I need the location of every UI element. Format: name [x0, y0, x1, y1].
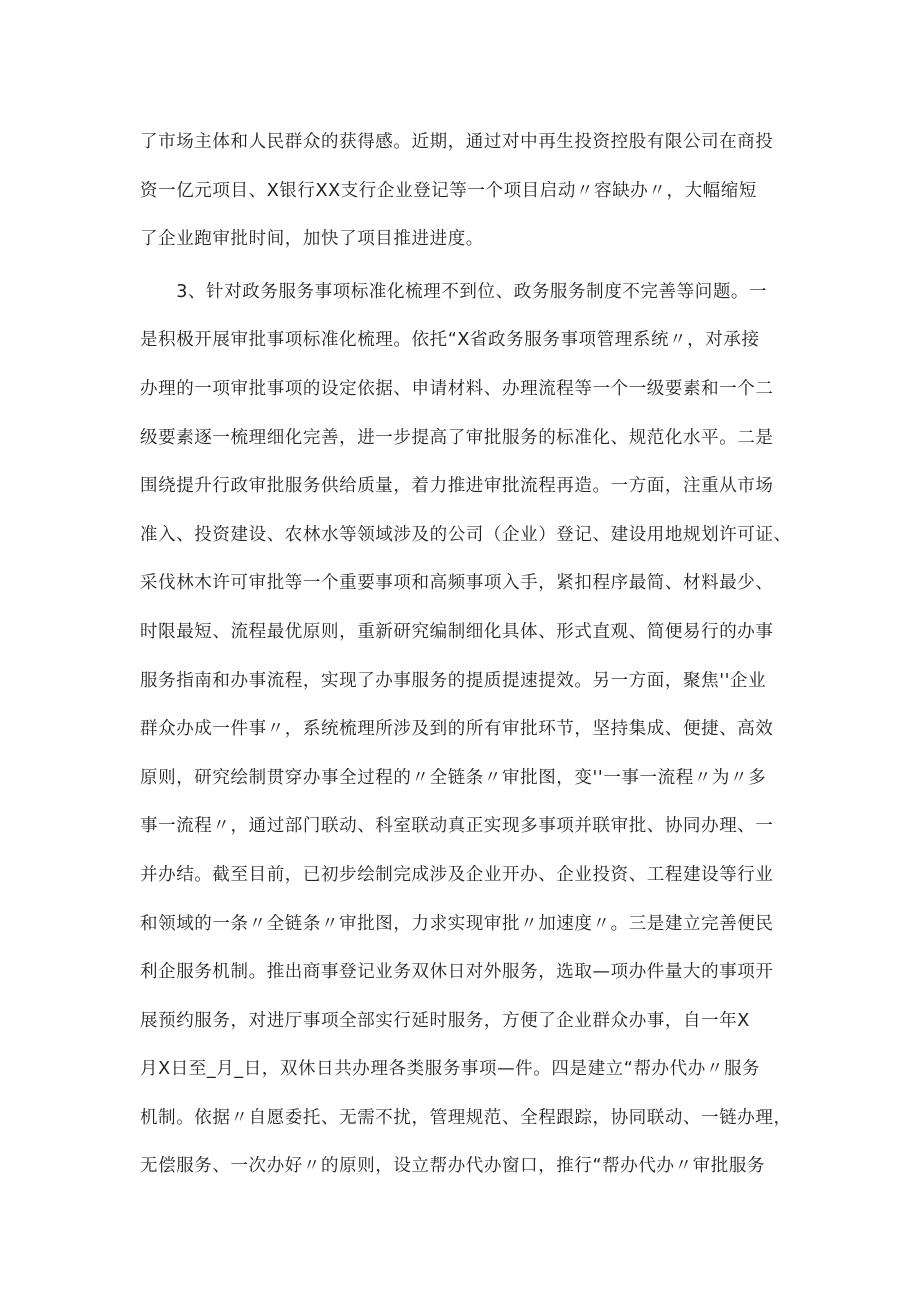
text-line: 事一流程〃，通过部门联动、科室联动真正实现多事项并联审批、协同办理、一 — [140, 816, 774, 837]
text-line: 了市场主体和人民群众的获得感。近期，通过对中再生投资控股有限公司在商投 — [140, 132, 774, 152]
text-line: 无偿服务、一次办好〃的原则，设立帮办代办窗口，推行“帮办代办〃审批服务 — [140, 1156, 766, 1177]
text-line: 3、针对政务服务事项标准化梳理不到位、政务服务制度不完善等问题。一 — [140, 281, 768, 302]
text-line: 采伐林木许可审批等一个重要事项和高频事项入手，紧扣程序最简、材料最少、 — [140, 573, 774, 594]
text-line: 是积极开展审批事项标准化梳理。依托“X省政务服务事项管理系统〃，对承接 — [140, 330, 760, 351]
text-line: 并办结。截至目前，已初步绘制完成涉及企业开办、企业投资、工程建设等行业 — [140, 864, 774, 885]
text-line: 时限最短、流程最优原则，重新研究编制细化具体、形式直观、简便易行的办事 — [140, 621, 774, 642]
text-line: 机制。依据〃自愿委托、无需不扰，管理规范、全程跟踪，协同联动、一链办理， — [140, 1107, 792, 1128]
text-line: 围绕提升行政审批服务供给质量，着力推进审批流程再造。一方面，注重从市场 — [140, 476, 774, 497]
text-line: 原则，研究绘制贯穿办事全过程的〃全链条〃审批图，变''一事一流程〃为〃多 — [140, 767, 767, 788]
text-line: 利企服务机制。推出商事登记业务双休日对外服务，选取—项办件量大的事项开 — [140, 962, 774, 983]
text-line: 资一亿元项目、X银行XX支行企业登记等一个项目启动〃容缺办〃，大幅缩短 — [140, 180, 757, 201]
text-line: 级要素逐一梳理细化完善，进一步提高了审批服务的标准化、规范化水平。二是 — [140, 427, 774, 448]
text-line: 展预约服务，对进厅事项全部实行延时服务，方便了企业群众办事，自一年X — [140, 1010, 750, 1031]
text-line: 月X日至_月_日，双休日共办理各类服务事项—件。四是建立“帮办代办〃服务 — [140, 1059, 761, 1080]
document-body — [140, 118, 790, 1191]
text-line: 准入、投资建设、农林水等领域涉及的公司（企业）登记、建设用地规划许可证、 — [140, 524, 792, 545]
text-line: 和领域的一条〃全链条〃审批图，力求实现审批〃加速度〃。三是建立完善便民 — [140, 913, 774, 934]
text-line: 服务指南和办事流程，实现了办事服务的提质提速提效。另一方面，聚焦''企业 — [140, 670, 767, 691]
text-line: 群众办成一件事〃，系统梳理所涉及到的所有审批环节，坚持集成、便捷、高效 — [140, 719, 774, 740]
text-line: 办理的一项审批事项的设定依据、申请材料、办理流程等一个一级要素和一个二 — [140, 378, 774, 399]
text-line: 了企业跑审批时间，加快了项目推进进度。 — [140, 229, 484, 250]
